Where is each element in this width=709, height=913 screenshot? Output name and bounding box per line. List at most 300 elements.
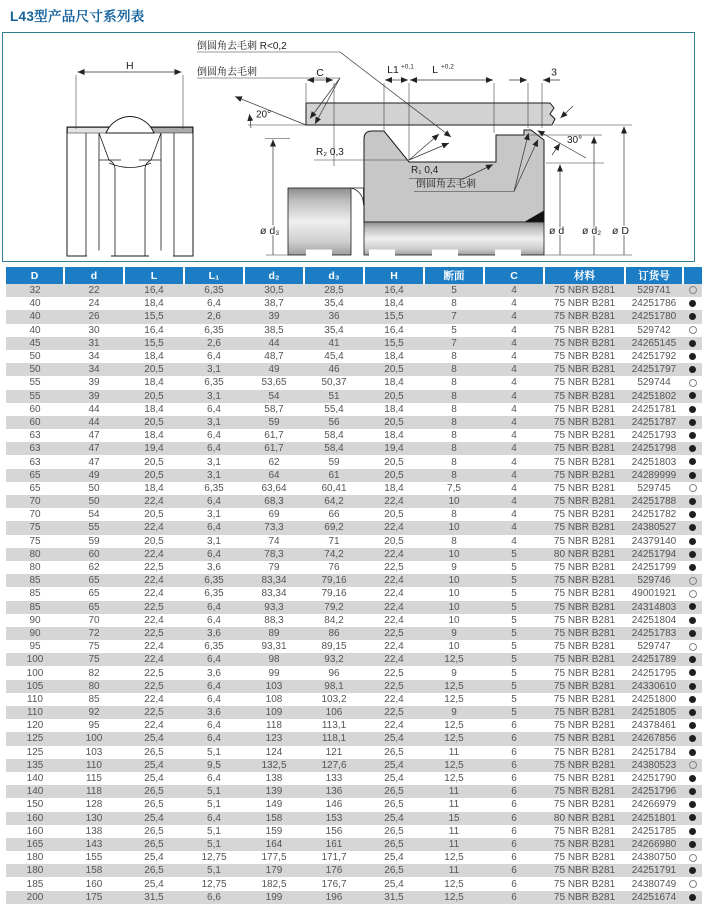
cell: 80 (88, 680, 100, 692)
filled-dot-icon (689, 458, 696, 465)
table-row (6, 627, 702, 640)
cell: 25,4 (384, 759, 404, 771)
table-row (6, 666, 702, 679)
availability-cell (683, 587, 702, 600)
cell: 26,5 (144, 838, 164, 850)
cell: 39 (88, 377, 100, 389)
cell: 25,4 (384, 852, 404, 864)
cell: 54 (88, 509, 100, 521)
filled-dot-icon (689, 353, 696, 360)
cell: 24251781 (631, 403, 677, 415)
table-row (6, 719, 702, 732)
column-header-6: H (364, 267, 424, 284)
cell: 5 (511, 548, 517, 560)
cell: 15,5 (144, 337, 164, 349)
cell: 85 (29, 588, 41, 600)
cell: 6,4 (207, 351, 221, 363)
cell: 176,7 (321, 878, 347, 890)
cell: 8 (451, 509, 457, 521)
cell: 11 (448, 786, 460, 798)
cell: 22,4 (384, 641, 404, 653)
availability-cell (683, 521, 702, 534)
cell: 79,16 (321, 575, 347, 587)
table-row (6, 653, 702, 666)
table-row (6, 561, 702, 574)
cell: 36 (328, 311, 340, 323)
cell: 24265145 (631, 337, 677, 349)
cell: 32 (29, 285, 41, 297)
angle-20-label: 20° (256, 109, 272, 121)
cell: 22,4 (384, 693, 404, 705)
column-header-9: 材料 (544, 267, 625, 284)
cell: 80 (29, 562, 41, 574)
cell: 133 (325, 773, 343, 785)
availability-cell (683, 535, 702, 548)
cell: 3,1 (207, 390, 221, 402)
installation-drawing-view (197, 39, 632, 256)
availability-cell (683, 482, 702, 495)
availability-cell (683, 350, 702, 363)
cell: 39 (268, 311, 280, 323)
table-row (6, 310, 702, 323)
cell: 196 (325, 891, 343, 903)
cell: 24 (88, 298, 100, 310)
cell: 24251782 (631, 509, 677, 521)
cell: 22,4 (384, 588, 404, 600)
dia-D-label: ø D (612, 225, 629, 237)
cell: 22,4 (384, 496, 404, 508)
table-row (6, 350, 702, 363)
cell: 16,4 (384, 285, 404, 297)
cell: 10 (448, 548, 460, 560)
print-gap (306, 250, 332, 257)
column-header-5: d₃ (304, 267, 364, 284)
cell: 110 (86, 759, 102, 771)
cell: 99 (268, 667, 280, 679)
cell: 4 (511, 416, 517, 428)
cell: 100 (85, 733, 103, 745)
cell: 103 (85, 746, 103, 758)
cell: 155 (85, 852, 103, 864)
filled-dot-icon (689, 630, 696, 637)
cell: 41 (328, 337, 340, 349)
cell: 26,5 (384, 799, 404, 811)
availability-cell (683, 403, 702, 416)
cell: 83,34 (261, 575, 287, 587)
deburr-inner-label: 倒圆角去毛刺 (416, 179, 476, 190)
cell: 5 (511, 614, 517, 626)
cell: 8 (451, 469, 457, 481)
cell: 85 (88, 693, 100, 705)
cell: 4 (511, 509, 517, 521)
cell: 5 (511, 707, 517, 719)
open-dot-icon (689, 590, 697, 598)
cell: 4 (511, 377, 517, 389)
cell: 65 (88, 601, 100, 613)
cell: 135 (26, 759, 44, 771)
cell: 95 (88, 720, 100, 732)
table-row (6, 864, 702, 877)
cell: 75 (29, 535, 41, 547)
availability-cell (683, 416, 702, 429)
cell: 115 (86, 773, 102, 785)
cell: 75 NBR B281 (553, 443, 616, 455)
cell: 12,5 (444, 733, 464, 745)
column-header-4: d₂ (244, 267, 304, 284)
cell: 11 (448, 838, 460, 850)
cell: 18,4 (144, 298, 164, 310)
column-header-1: d (64, 267, 124, 284)
cell: 6 (511, 720, 517, 732)
cell: 4 (511, 364, 517, 376)
cell: 10 (448, 575, 460, 587)
cell: 132,5 (261, 759, 287, 771)
cell: 125 (26, 746, 44, 758)
cell: 4 (511, 285, 517, 297)
cell: 68,3 (264, 496, 284, 508)
filled-dot-icon (689, 313, 696, 320)
cell: 138 (85, 825, 103, 837)
table-row (6, 614, 702, 627)
cell: 50,37 (321, 377, 347, 389)
filled-dot-icon (689, 419, 696, 426)
cell: 164 (265, 838, 283, 850)
cell: 75 NBR B281 (553, 852, 616, 864)
column-header-10: 订货号 (625, 267, 683, 284)
table-row (6, 455, 702, 468)
cell: 24380527 (631, 522, 677, 534)
cell: 24380523 (631, 759, 677, 771)
cell: 185 (26, 878, 44, 890)
cell: 9,5 (207, 759, 221, 771)
table-row (6, 680, 702, 693)
cell: 8 (451, 390, 457, 402)
cell: 160 (85, 878, 103, 890)
cell: 6,4 (207, 654, 221, 666)
cell: 84,2 (324, 614, 344, 626)
cell: 69,2 (324, 522, 344, 534)
cell: 47 (88, 430, 100, 442)
cell: 5 (511, 667, 517, 679)
cell: 6 (511, 759, 517, 771)
cell: 75 NBR B281 (553, 865, 616, 877)
cell: 6 (511, 773, 517, 785)
cell: 22,5 (384, 562, 404, 574)
cell: 62 (268, 456, 280, 468)
cell: 18,4 (144, 482, 164, 494)
table-row (6, 640, 702, 653)
cell: 8 (451, 364, 457, 376)
table-row (6, 798, 702, 811)
cell: 18,4 (384, 482, 404, 494)
cell: 22,5 (384, 667, 404, 679)
availability-cell (683, 746, 702, 759)
cell: 95 (29, 641, 41, 653)
cell: 75 NBR B281 (553, 496, 616, 508)
cell: 6 (511, 825, 517, 837)
cell: 59 (88, 535, 100, 547)
cell: 50 (88, 496, 100, 508)
filled-dot-icon (689, 814, 696, 821)
cell: 49001921 (631, 588, 677, 600)
cell: 22,4 (144, 548, 164, 560)
cell: 35,4 (324, 298, 344, 310)
cell: 22,4 (384, 522, 404, 534)
cell: 75 NBR B281 (553, 469, 616, 481)
cell: 75 NBR B281 (553, 588, 616, 600)
cell: 7 (451, 337, 457, 349)
cell: 22,4 (144, 588, 164, 600)
cell: 70 (29, 496, 41, 508)
print-gap (149, 251, 173, 258)
cell: 6,4 (207, 548, 221, 560)
availability-cell (683, 574, 702, 587)
cell: 22,5 (144, 562, 164, 574)
cell: 20,5 (384, 456, 404, 468)
cell: 6,35 (204, 641, 224, 653)
cell: 64,2 (324, 496, 344, 508)
cell: 31,5 (384, 891, 404, 903)
cell: 8 (451, 377, 457, 389)
cell: 75 NBR B281 (553, 337, 616, 349)
cell: 6,4 (207, 614, 221, 626)
cell: 24251799 (631, 562, 677, 574)
cell: 75 NBR B281 (553, 509, 616, 521)
cell: 45 (29, 337, 41, 349)
filled-dot-icon (689, 445, 696, 452)
cell: 12,5 (444, 891, 464, 903)
cell: 4 (511, 337, 517, 349)
cell: 38,7 (264, 298, 284, 310)
cell: 22,5 (144, 601, 164, 613)
table-row (6, 548, 702, 561)
cell: 6,4 (207, 522, 221, 534)
cell: 18,4 (384, 430, 404, 442)
cell: 4 (511, 324, 517, 336)
cell: 20,5 (144, 509, 164, 521)
cell: 109 (265, 707, 283, 719)
cell: 65 (29, 482, 41, 494)
cell: 8 (451, 535, 457, 547)
cell: 38,5 (264, 324, 284, 336)
cell: 24251786 (631, 298, 677, 310)
cell: 4 (511, 456, 517, 468)
availability-cell (683, 640, 702, 653)
cell: 22,4 (384, 575, 404, 587)
cell: 6 (511, 799, 517, 811)
cell: 53,65 (261, 377, 287, 389)
cell: 5 (511, 654, 517, 666)
availability-cell (683, 719, 702, 732)
cell: 3,1 (207, 469, 221, 481)
cell: 55,4 (324, 403, 344, 415)
cell: 22,4 (384, 720, 404, 732)
column-header-7: 断面 (424, 267, 484, 284)
cell: 161 (325, 838, 343, 850)
cell: 165 (26, 838, 44, 850)
cell: 24251790 (631, 773, 677, 785)
cell: 6,4 (207, 773, 221, 785)
cell: 20,5 (144, 416, 164, 428)
cell: 3,6 (207, 707, 221, 719)
cell: 6 (511, 878, 517, 890)
filled-dot-icon (689, 788, 696, 795)
cell: 18,4 (144, 351, 164, 363)
cell: 49 (268, 364, 280, 376)
availability-cell (683, 614, 702, 627)
availability-cell (683, 732, 702, 745)
table-row (6, 759, 702, 772)
availability-cell (683, 877, 702, 890)
cell: 64 (268, 469, 280, 481)
cell: 34 (88, 351, 100, 363)
cell: 10 (448, 601, 460, 613)
availability-cell (683, 390, 702, 403)
cell: 47 (88, 456, 100, 468)
cell: 50 (88, 482, 100, 494)
cell: 180 (26, 865, 44, 877)
cell: 75 NBR B281 (553, 575, 616, 587)
print-gap (369, 250, 395, 257)
cell: 6,35 (204, 285, 224, 297)
table-body (6, 284, 702, 904)
cell: 5,1 (207, 746, 221, 758)
cell: 105 (26, 680, 44, 692)
cell: 78,3 (264, 548, 284, 560)
availability-cell (683, 297, 702, 310)
cell: 22,5 (144, 627, 164, 639)
cell: 75 NBR B281 (553, 838, 616, 850)
cell: 20,5 (144, 364, 164, 376)
cell: 40 (29, 324, 41, 336)
cell: 4 (511, 311, 517, 323)
cell: 75 NBR B281 (553, 364, 616, 376)
cell: 44 (88, 416, 100, 428)
cell: 75 NBR B281 (553, 390, 616, 402)
cell: 5 (511, 693, 517, 705)
cell: 60 (88, 548, 100, 560)
cell: 79 (268, 562, 280, 574)
table-row (6, 706, 702, 719)
open-dot-icon (689, 643, 697, 651)
cell: 61 (328, 469, 340, 481)
filled-dot-icon (689, 656, 696, 663)
cell: 54 (268, 390, 280, 402)
cell: 74 (268, 535, 280, 547)
cell: 75 NBR B281 (553, 891, 616, 903)
cell: 11 (448, 799, 460, 811)
cell: 3,6 (207, 562, 221, 574)
cell: 175 (85, 891, 103, 903)
cell: 4 (511, 443, 517, 455)
cell: 75 NBR B281 (553, 311, 616, 323)
cell: 40 (29, 298, 41, 310)
cell: 5 (511, 562, 517, 574)
cell: 22,4 (144, 614, 164, 626)
cell: 6,35 (204, 377, 224, 389)
dim-l1-tolerance: +0,1 (401, 63, 414, 71)
cell: 49 (88, 469, 100, 481)
filled-dot-icon (689, 735, 696, 742)
availability-cell (683, 442, 702, 455)
cell: 5,1 (207, 825, 221, 837)
cell: 156 (325, 825, 343, 837)
cell: 25,4 (384, 878, 404, 890)
cell: 76 (328, 562, 340, 574)
cell: 40 (29, 311, 41, 323)
cell: 4 (511, 430, 517, 442)
availability-cell (683, 785, 702, 798)
cell: 4 (511, 403, 517, 415)
cell: 24380749 (631, 878, 677, 890)
cell: 103,2 (321, 693, 347, 705)
cell: 149 (265, 799, 283, 811)
filled-dot-icon (689, 828, 696, 835)
cell: 60 (29, 416, 41, 428)
cell: 18,4 (144, 430, 164, 442)
table-row (6, 732, 702, 745)
cell: 3,1 (207, 364, 221, 376)
cell: 82 (88, 667, 100, 679)
cell: 5 (511, 641, 517, 653)
table-row (6, 851, 702, 864)
cell: 75 NBR B281 (553, 614, 616, 626)
cell: 529747 (637, 641, 671, 653)
cell: 20,5 (384, 364, 404, 376)
cell: 46 (328, 364, 340, 376)
cell: 24251784 (631, 746, 677, 758)
cell: 177,5 (261, 852, 287, 864)
cell: 22,4 (384, 654, 404, 666)
cell: 6 (511, 838, 517, 850)
cell: 24380750 (631, 852, 677, 864)
cell: 16,4 (144, 324, 164, 336)
cell: 50 (29, 351, 41, 363)
filled-dot-icon (689, 801, 696, 808)
cell: 6,35 (204, 324, 224, 336)
cell: 26,5 (384, 825, 404, 837)
table-row (6, 495, 702, 508)
cell: 24251802 (631, 390, 677, 402)
cell: 6,35 (204, 575, 224, 587)
availability-cell (683, 706, 702, 719)
cell: 11 (448, 825, 460, 837)
cell: 100 (26, 667, 44, 679)
cell: 24251803 (631, 456, 677, 468)
availability-cell (683, 851, 702, 864)
cell: 120 (26, 720, 44, 732)
cell: 9 (451, 667, 457, 679)
cell: 24251793 (631, 430, 677, 442)
drawing-svg (3, 33, 694, 261)
open-dot-icon (689, 854, 697, 862)
cell: 22,5 (384, 680, 404, 692)
cell: 6,4 (207, 693, 221, 705)
table-row (6, 891, 702, 904)
cell: 4 (511, 390, 517, 402)
cell: 6,4 (207, 720, 221, 732)
cell: 59 (268, 416, 280, 428)
open-dot-icon (689, 484, 697, 492)
table-row (6, 812, 702, 825)
cell: 62 (88, 562, 100, 574)
cell: 56 (328, 416, 340, 428)
cell: 118,1 (321, 733, 347, 745)
filled-dot-icon (689, 300, 696, 307)
cell: 6 (511, 865, 517, 877)
cell: 75 (88, 654, 100, 666)
cell: 58,4 (324, 430, 344, 442)
